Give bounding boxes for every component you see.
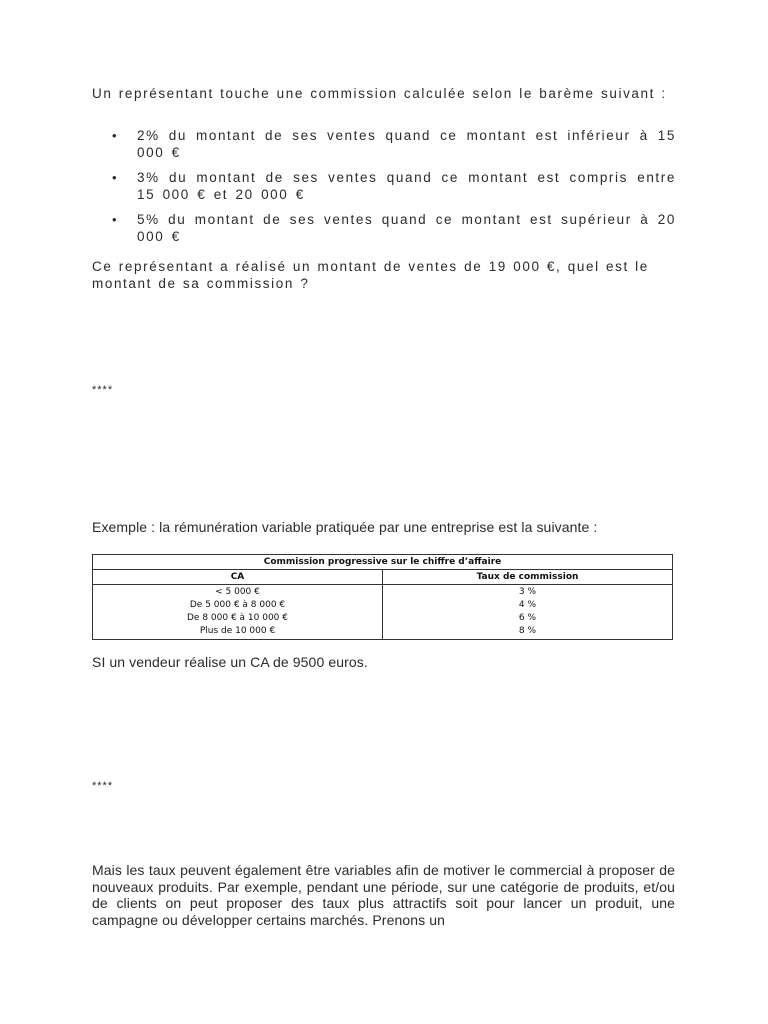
table-row: [93, 625, 672, 638]
list-item: [92, 170, 676, 203]
table-header-taux: Taux de commission: [476, 572, 579, 582]
list-item: [92, 212, 676, 245]
final-paragraph: Mais les taux peuvent également être variables afin de motiver le commercial à proposer de nouveaux produits. Par exemple, pendant une période, sur une catégorie de produits, et/ou de clients on peut proposer des taux plus attractifs soit pour lancer un produit, une campagne ou développer certains marchés. Prenons un: [92, 862, 675, 928]
separator: ****: [92, 384, 114, 396]
table-cell-ca: De 8 000 € à 10 000 €: [187, 613, 288, 623]
intro-paragraph: Un représentant touche une commission calculée selon le barème suivant :: [92, 86, 667, 101]
commission-scale-list: [92, 128, 676, 254]
table-row: [93, 612, 672, 625]
table-cell-ca: De 5 000 € à 8 000 €: [189, 600, 286, 610]
table-row: [93, 599, 672, 612]
table-row: [93, 586, 672, 599]
table-title: Commission progressive sur le chiffre d’affaire: [93, 555, 672, 570]
table-cell-taux: 4 %: [518, 600, 537, 610]
list-item-text: 3% du montant de ses ventes quand ce montant est compris entre 15 000 € et 20 000 €: [137, 170, 676, 202]
table-cell-taux: 6 %: [518, 613, 537, 623]
table-cell-taux: 3 %: [518, 587, 537, 597]
bullet-icon: •: [112, 212, 119, 227]
question-paragraph: Ce représentant a réalisé un montant de ventes de 19 000 €, quel est le montant de sa commission ?: [92, 259, 649, 291]
list-item-text: 5% du montant de ses ventes quand ce montant est supérieur à 20 000 €: [137, 212, 676, 244]
vendeur-paragraph: SI un vendeur réalise un CA de 9500 euros.: [92, 654, 368, 670]
table-cell-ca: < 5 000 €: [215, 587, 260, 597]
example-paragraph: Exemple : la rémunération variable pratiquée par une entreprise est la suivante :: [92, 519, 598, 535]
commission-table: [92, 554, 673, 640]
list-item-text: 2% du montant de ses ventes quand ce montant est inférieur à 15 000 €: [137, 128, 676, 160]
table-cell-ca: Plus de 10 000 €: [199, 626, 276, 636]
bullet-icon: •: [112, 170, 119, 185]
bullet-icon: •: [112, 128, 119, 143]
list-item: [92, 128, 676, 161]
table-cell-taux: 8 %: [518, 626, 537, 636]
separator: ****: [92, 780, 114, 792]
table-header-ca: CA: [230, 572, 245, 582]
